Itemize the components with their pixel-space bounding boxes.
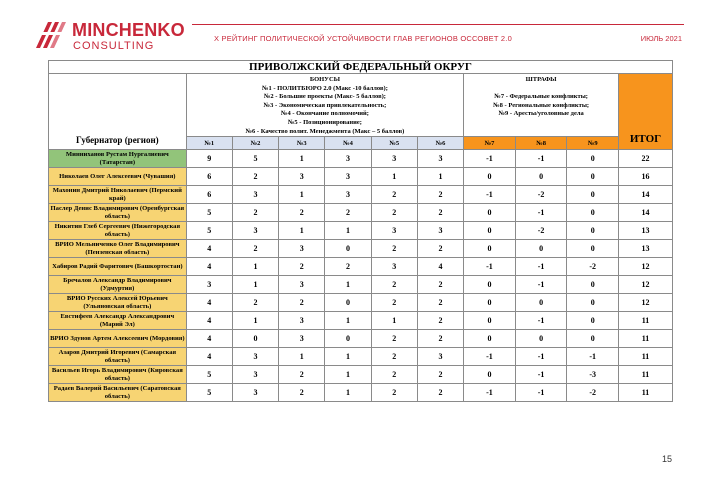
score-cell: 2 xyxy=(371,330,417,348)
total-cell: 12 xyxy=(619,276,673,294)
rating-table xyxy=(48,60,673,402)
criterion-header: №7 xyxy=(464,137,516,150)
score-cell: 2 xyxy=(417,204,463,222)
score-cell: 2 xyxy=(417,384,463,402)
score-cell: 0 xyxy=(515,294,567,312)
score-cell: 2 xyxy=(417,312,463,330)
table-row xyxy=(49,186,673,204)
score-cell: 3 xyxy=(186,276,232,294)
score-cell: 3 xyxy=(325,150,371,168)
score-cell: 2 xyxy=(371,240,417,258)
score-cell: 3 xyxy=(232,186,278,204)
score-cell: 0 xyxy=(325,330,371,348)
score-cell: 3 xyxy=(417,222,463,240)
score-cell: -1 xyxy=(567,348,619,366)
score-cell: 3 xyxy=(279,168,325,186)
score-cell: 5 xyxy=(186,384,232,402)
table-row xyxy=(49,384,673,402)
score-cell: -3 xyxy=(567,366,619,384)
score-cell: 3 xyxy=(325,168,371,186)
score-cell: 2 xyxy=(325,258,371,276)
score-cell: 1 xyxy=(279,186,325,204)
score-cell: 2 xyxy=(232,168,278,186)
report-date: ИЮЛЬ 2021 xyxy=(640,34,682,43)
score-cell: 3 xyxy=(279,276,325,294)
score-cell: 4 xyxy=(186,312,232,330)
score-cell: 4 xyxy=(186,348,232,366)
score-cell: 0 xyxy=(325,240,371,258)
brand-logo xyxy=(34,16,194,56)
score-cell: 2 xyxy=(371,384,417,402)
score-cell: 2 xyxy=(232,240,278,258)
score-cell: 0 xyxy=(567,204,619,222)
page-number: 15 xyxy=(661,454,672,464)
score-cell: 0 xyxy=(464,366,516,384)
score-cell: 0 xyxy=(464,168,516,186)
score-cell: 2 xyxy=(279,204,325,222)
score-cell: 0 xyxy=(464,330,516,348)
score-cell: 3 xyxy=(232,384,278,402)
score-cell: -1 xyxy=(515,276,567,294)
score-cell: 0 xyxy=(515,330,567,348)
score-cell: -2 xyxy=(567,384,619,402)
score-cell: 0 xyxy=(567,294,619,312)
table-row xyxy=(49,276,673,294)
score-cell: 4 xyxy=(186,258,232,276)
penalty-legend-line: №8 - Региональные конфликты; xyxy=(493,101,590,109)
criterion-header: №4 xyxy=(325,137,371,150)
score-cell: -1 xyxy=(464,186,516,204)
table-row xyxy=(49,222,673,240)
score-cell: -1 xyxy=(464,348,516,366)
score-cell: 2 xyxy=(417,186,463,204)
score-cell: 1 xyxy=(232,312,278,330)
score-cell: 0 xyxy=(567,330,619,348)
score-cell: 2 xyxy=(371,348,417,366)
score-cell: 2 xyxy=(371,276,417,294)
governor-name: Азаров Дмитрий Игоревич (Самарская область) xyxy=(49,348,187,366)
bonus-legend-line: №2 - Большие проекты (Макс- 5 баллов); xyxy=(263,93,386,101)
header-divider xyxy=(192,24,684,25)
score-cell: 5 xyxy=(232,150,278,168)
score-cell: 1 xyxy=(325,312,371,330)
score-cell: 6 xyxy=(186,168,232,186)
score-cell: 1 xyxy=(279,348,325,366)
governor-name: Николаев Олег Алексеевич (Чувашия) xyxy=(49,168,187,186)
total-cell: 16 xyxy=(619,168,673,186)
score-cell: 1 xyxy=(325,384,371,402)
bonus-legend-line: БОНУСЫ xyxy=(309,76,341,83)
table-row xyxy=(49,312,673,330)
total-cell: 11 xyxy=(619,384,673,402)
score-cell: 2 xyxy=(417,294,463,312)
total-cell: 13 xyxy=(619,222,673,240)
total-cell: 11 xyxy=(619,348,673,366)
score-cell: 2 xyxy=(279,384,325,402)
brand-subtitle: CONSULTING xyxy=(73,40,155,52)
governor-name: ВРИО Русских Алексей Юрьевич (Ульяновская область) xyxy=(49,294,187,312)
governor-name: Махонин Дмитрий Николаевич (Пермский край) xyxy=(49,186,187,204)
governor-name: Бречалов Александр Владимирович (Удмуртия) xyxy=(49,276,187,294)
score-cell: 0 xyxy=(567,222,619,240)
score-cell: 0 xyxy=(567,240,619,258)
table-row xyxy=(49,294,673,312)
score-cell: 0 xyxy=(464,240,516,258)
score-cell: -1 xyxy=(464,150,516,168)
score-cell: 2 xyxy=(417,366,463,384)
score-cell: 2 xyxy=(371,366,417,384)
total-cell: 14 xyxy=(619,186,673,204)
score-cell: -1 xyxy=(515,384,567,402)
score-cell: 1 xyxy=(325,348,371,366)
governor-name: Никитин Глеб Сергеевич (Нижегородская область) xyxy=(49,222,187,240)
score-cell: 2 xyxy=(371,294,417,312)
score-cell: 4 xyxy=(186,330,232,348)
score-cell: 3 xyxy=(325,186,371,204)
table-row xyxy=(49,204,673,222)
score-cell: 3 xyxy=(279,330,325,348)
score-cell: 0 xyxy=(567,312,619,330)
score-cell: 3 xyxy=(232,348,278,366)
score-cell: 1 xyxy=(371,168,417,186)
penalty-legend-line: №7 - Федеральные конфликты; xyxy=(494,93,588,101)
score-cell: 9 xyxy=(186,150,232,168)
score-cell: 0 xyxy=(515,168,567,186)
score-cell: 5 xyxy=(186,366,232,384)
total-cell: 11 xyxy=(619,312,673,330)
criterion-header: №3 xyxy=(279,137,325,150)
governor-name: ВРИО Мельниченко Олег Владимирович (Пензенская область) xyxy=(49,240,187,258)
penalty-legend-line: ШТРАФЫ xyxy=(525,76,557,83)
bonus-legend-line: №5 - Позиционирование; xyxy=(287,118,362,126)
score-cell: 2 xyxy=(325,204,371,222)
score-cell: 3 xyxy=(232,222,278,240)
governor-name: Хабиров Радий Фаритович (Башкортостан) xyxy=(49,258,187,276)
total-cell: 11 xyxy=(619,330,673,348)
score-cell: 3 xyxy=(371,150,417,168)
score-cell: 1 xyxy=(325,276,371,294)
score-cell: 0 xyxy=(515,240,567,258)
score-cell: 0 xyxy=(567,168,619,186)
total-cell: 11 xyxy=(619,366,673,384)
score-cell: -1 xyxy=(515,258,567,276)
score-cell: -2 xyxy=(567,258,619,276)
score-cell: 3 xyxy=(232,366,278,384)
minchenko-logo-icon xyxy=(34,18,68,50)
table-row xyxy=(49,258,673,276)
score-cell: 1 xyxy=(232,258,278,276)
brand-name: MINCHENKO xyxy=(72,20,185,40)
score-cell: 3 xyxy=(417,348,463,366)
score-cell: -1 xyxy=(515,150,567,168)
table-row xyxy=(49,330,673,348)
criterion-header: №1 xyxy=(186,137,232,150)
score-cell: 1 xyxy=(417,168,463,186)
total-cell: 12 xyxy=(619,294,673,312)
total-column-header: ИТОГ xyxy=(619,74,673,150)
score-cell: 3 xyxy=(371,222,417,240)
score-cell: 5 xyxy=(186,222,232,240)
score-cell: 4 xyxy=(186,294,232,312)
score-cell: -1 xyxy=(464,384,516,402)
total-cell: 22 xyxy=(619,150,673,168)
score-cell: -1 xyxy=(515,204,567,222)
governor-name: Евстифеев Александр Александрович (Марий Эл) xyxy=(49,312,187,330)
score-cell: 2 xyxy=(417,276,463,294)
district-title: ПРИВОЛЖСКИЙ ФЕДЕРАЛЬНЫЙ ОКРУГ xyxy=(49,61,673,74)
table-row xyxy=(49,366,673,384)
score-cell: 2 xyxy=(371,186,417,204)
score-cell: 0 xyxy=(464,312,516,330)
score-cell: -2 xyxy=(515,186,567,204)
penalty-legend-line xyxy=(464,85,618,94)
score-cell: -1 xyxy=(515,348,567,366)
score-cell: 3 xyxy=(417,150,463,168)
score-cell: 1 xyxy=(232,276,278,294)
score-cell: 0 xyxy=(567,276,619,294)
score-cell: 0 xyxy=(464,294,516,312)
governor-name: Васильев Игорь Владимирович (Кировская область) xyxy=(49,366,187,384)
governor-name: Радаев Валерий Васильевич (Саратовская область) xyxy=(49,384,187,402)
table-row xyxy=(49,150,673,168)
total-cell: 12 xyxy=(619,258,673,276)
score-cell: 2 xyxy=(417,330,463,348)
score-cell: 2 xyxy=(279,258,325,276)
governor-name: ВРИО Здунов Артем Алексеевич (Мордовия) xyxy=(49,330,187,348)
score-cell: 0 xyxy=(325,294,371,312)
score-cell: 0 xyxy=(567,186,619,204)
bonus-legend-line: №6 - Качество полит. Менеджмента (Макс – 5 баллов) xyxy=(245,127,405,135)
score-cell: 1 xyxy=(325,366,371,384)
score-cell: 1 xyxy=(279,150,325,168)
bonus-legend xyxy=(186,74,464,137)
report-title: X РЕЙТИНГ ПОЛИТИЧЕСКОЙ УСТОЙЧИВОСТИ ГЛАВ РЕГИОНОВ ОССОВЕТ 2.0 xyxy=(214,34,512,43)
score-cell: 2 xyxy=(371,204,417,222)
score-cell: 3 xyxy=(279,312,325,330)
total-cell: 14 xyxy=(619,204,673,222)
score-cell: 4 xyxy=(417,258,463,276)
criterion-header: №9 xyxy=(567,137,619,150)
score-cell: 3 xyxy=(371,258,417,276)
score-cell: 1 xyxy=(279,222,325,240)
score-cell: 4 xyxy=(186,240,232,258)
score-cell: 2 xyxy=(279,294,325,312)
bonus-legend-line: №3 - Экономическая привлекательность; xyxy=(263,101,387,109)
score-cell: 2 xyxy=(232,204,278,222)
score-cell: -1 xyxy=(515,366,567,384)
score-cell: 0 xyxy=(567,150,619,168)
table-row xyxy=(49,348,673,366)
score-cell: -1 xyxy=(515,312,567,330)
governor-name: Минниханов Рустам Нургалиевич (Татарстан) xyxy=(49,150,187,168)
governor-column-header: Губернатор (регион) xyxy=(49,74,187,150)
score-cell: 2 xyxy=(279,366,325,384)
bonus-legend-line: №4 - Окончание полномочий; xyxy=(280,110,369,118)
score-cell: 6 xyxy=(186,186,232,204)
total-cell: 13 xyxy=(619,240,673,258)
score-cell: 1 xyxy=(371,312,417,330)
score-cell: 1 xyxy=(325,222,371,240)
score-cell: 0 xyxy=(232,330,278,348)
bonus-legend-line: №1 - ПОЛИТБЮРО 2.0 (Макс -10 баллов); xyxy=(261,84,388,92)
score-cell: -1 xyxy=(464,258,516,276)
criterion-header: №2 xyxy=(232,137,278,150)
score-cell: 3 xyxy=(279,240,325,258)
criterion-header: №6 xyxy=(417,137,463,150)
score-cell: 2 xyxy=(417,240,463,258)
score-cell: -2 xyxy=(515,222,567,240)
penalty-legend-line: №9 - Аресты/уголовные дела xyxy=(498,110,584,118)
criterion-header: №5 xyxy=(371,137,417,150)
score-cell: 0 xyxy=(464,222,516,240)
score-cell: 0 xyxy=(464,276,516,294)
criterion-header: №8 xyxy=(515,137,567,150)
score-cell: 5 xyxy=(186,204,232,222)
governor-name: Паслер Денис Владимирович (Оренбургская область) xyxy=(49,204,187,222)
score-cell: 2 xyxy=(232,294,278,312)
table-row xyxy=(49,240,673,258)
penalty-legend xyxy=(464,74,619,137)
table-row xyxy=(49,168,673,186)
score-cell: 0 xyxy=(464,204,516,222)
